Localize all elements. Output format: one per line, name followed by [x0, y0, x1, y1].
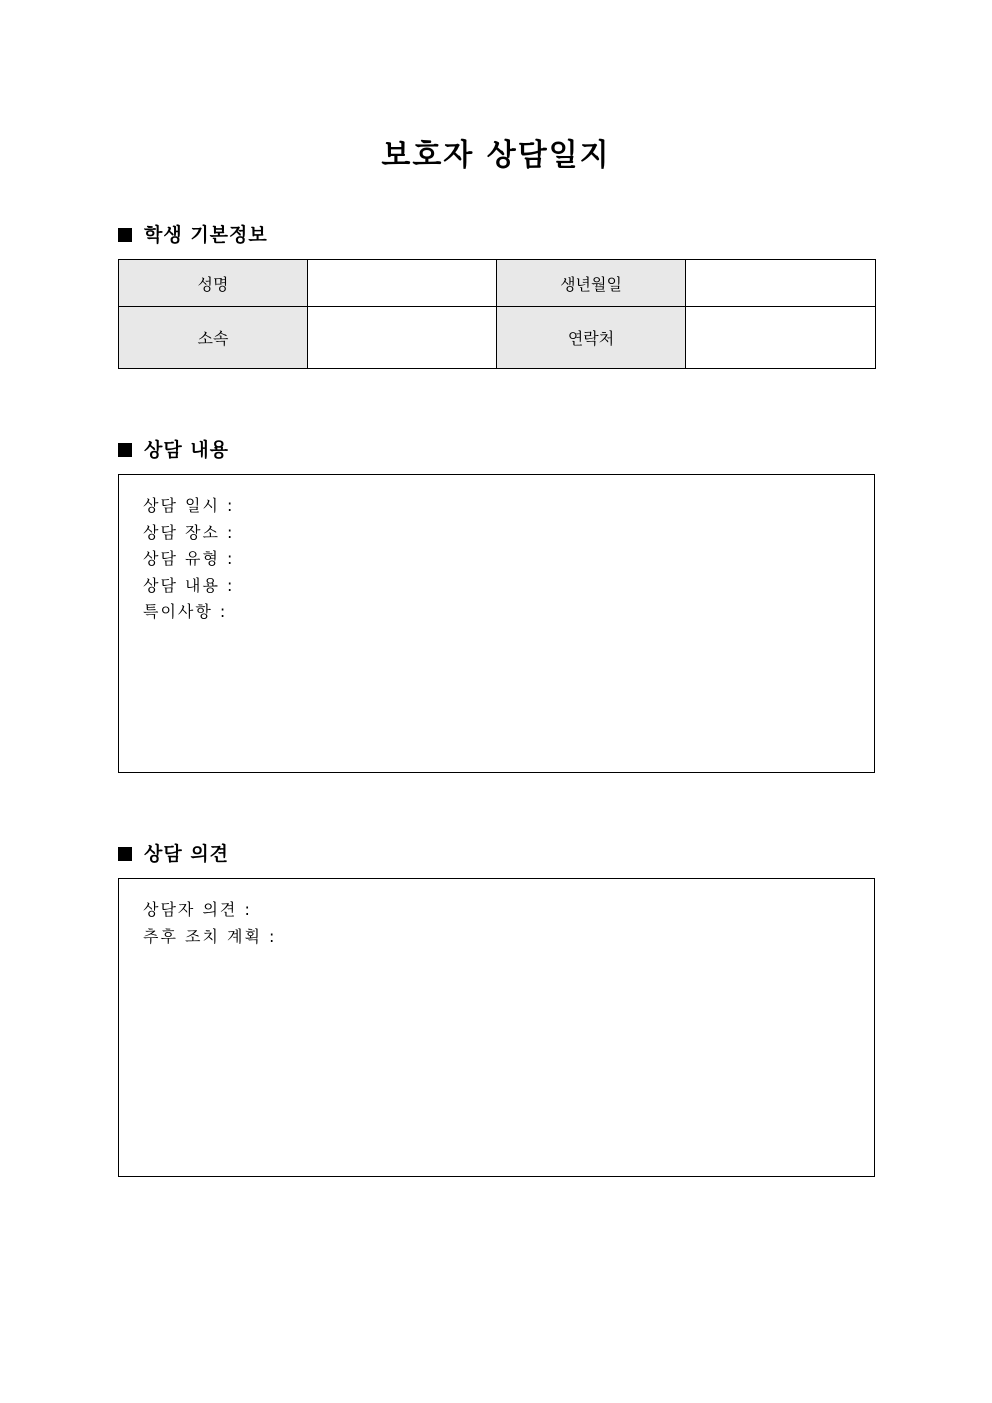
field-line-content: 상담 내용 :	[143, 575, 235, 595]
label-cell-birthdate: 생년월일	[497, 260, 686, 307]
section-heading-text: 상담 의견	[144, 843, 230, 865]
consult-content-lines	[143, 493, 234, 626]
table-row	[119, 260, 876, 307]
field-line-place: 상담 장소 :	[143, 522, 235, 542]
black-square-icon	[118, 847, 132, 861]
field-line-notes: 특이사항 :	[143, 602, 228, 621]
consult-content-box[interactable]	[118, 474, 875, 773]
black-square-icon	[118, 443, 132, 457]
label-cell-affiliation: 소속	[119, 307, 308, 369]
field-line-type: 상담 유형 :	[143, 549, 235, 568]
label-cell-name: 성명	[119, 260, 308, 307]
table-row	[119, 307, 876, 369]
value-cell-birthdate[interactable]	[686, 260, 876, 307]
consult-opinion-box[interactable]	[118, 878, 875, 1177]
field-line-followup-plan: 추후 조치 계획 :	[143, 926, 277, 946]
value-cell-name[interactable]	[308, 260, 497, 307]
consult-opinion-lines	[143, 897, 276, 950]
label-cell-contact: 연락처	[497, 307, 686, 369]
section-heading-basic-info	[118, 222, 268, 248]
section-heading-text: 상담 내용	[144, 439, 230, 461]
value-cell-affiliation[interactable]	[308, 307, 497, 369]
section-heading-text: 학생 기본정보	[144, 224, 268, 246]
field-line-counselor-opinion: 상담자 의견 :	[143, 900, 252, 919]
black-square-icon	[118, 228, 132, 242]
field-line-date: 상담 일시 :	[143, 496, 235, 515]
document-title: 보호자 상담일지	[381, 138, 611, 173]
basic-info-table	[118, 259, 876, 369]
value-cell-contact[interactable]	[686, 307, 876, 369]
section-heading-consult-opinion	[118, 841, 229, 867]
section-heading-consult-content	[118, 437, 229, 463]
